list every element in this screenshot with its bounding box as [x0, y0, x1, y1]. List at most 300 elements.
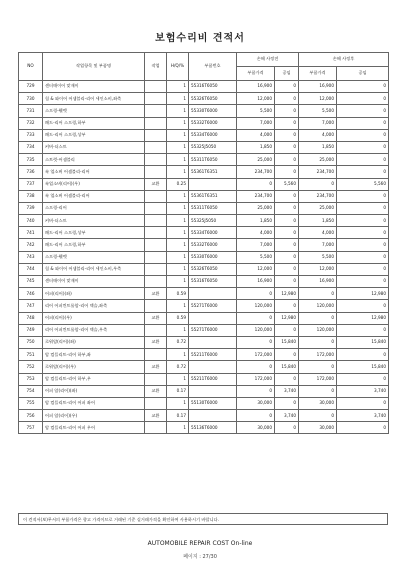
table-row	[19, 227, 389, 239]
row-no: 735	[19, 154, 43, 166]
row-no: 754	[19, 385, 43, 397]
row-part-price-after: 5,500	[299, 251, 337, 263]
row-item-name: 센터매이어 맞재이	[43, 276, 145, 288]
row-part-price-after: 172,000	[299, 349, 337, 361]
row-item-name: 어퍼 암(리어)(우)	[43, 410, 145, 422]
row-part-no: 55326T6050	[189, 263, 237, 275]
row-no: 743	[19, 251, 43, 263]
row-labor-after: 0	[337, 129, 389, 141]
row-work: 교환	[145, 336, 167, 348]
row-no: 741	[19, 227, 43, 239]
row-item-name: 암 컴플리트-리어 어퍼 우어	[43, 422, 145, 434]
row-item-name: 어퍼(리어)(우)	[43, 312, 145, 324]
row-work	[145, 349, 167, 361]
row-part-price-before: 4,000	[237, 129, 275, 141]
row-item-name: 패드-리어 스프링,하부	[43, 117, 145, 129]
row-qty: 1	[167, 324, 189, 336]
table-row	[19, 81, 389, 93]
row-part-price-before: 7,000	[237, 239, 275, 251]
row-part-price-before: 1,850	[237, 141, 275, 153]
row-labor-before: 0	[275, 276, 299, 288]
row-no: 752	[19, 361, 43, 373]
table-row	[19, 349, 389, 361]
row-part-price-after: 0	[299, 385, 337, 397]
row-labor-before: 0	[275, 349, 299, 361]
row-labor-after: 0	[337, 105, 389, 117]
row-qty: 1	[167, 251, 189, 263]
row-item-name: 로워암(리어)(좌)	[43, 336, 145, 348]
row-part-price-before: 120,000	[237, 300, 275, 312]
table-row	[19, 312, 389, 324]
row-part-price-after: 1,850	[299, 141, 337, 153]
row-labor-after: 0	[337, 422, 389, 434]
table-row	[19, 324, 389, 336]
row-qty: 1	[167, 373, 189, 385]
row-no: 736	[19, 166, 43, 178]
row-part-no: 55316T6050	[189, 81, 237, 93]
row-labor-after: 15,840	[337, 361, 389, 373]
row-part-no: 55136T6000	[189, 422, 237, 434]
row-labor-after: 12,980	[337, 288, 389, 300]
row-part-price-before: 172,000	[237, 349, 275, 361]
table-row	[19, 93, 389, 105]
row-labor-before: 0	[275, 239, 299, 251]
row-work	[145, 373, 167, 385]
row-part-price-after: 30,000	[299, 422, 337, 434]
row-part-price-before: 0	[237, 410, 275, 422]
row-part-no	[189, 336, 237, 348]
header-work: 작업	[145, 53, 167, 81]
row-labor-before: 0	[275, 117, 299, 129]
row-work	[145, 105, 167, 117]
row-item-name: 어퍼(리어)(좌)	[43, 288, 145, 300]
row-labor-after: 0	[337, 190, 389, 202]
row-no: 756	[19, 410, 43, 422]
row-labor-before: 0	[275, 129, 299, 141]
row-part-price-after: 25,000	[299, 154, 337, 166]
header-part-no: 부품번호	[189, 53, 237, 81]
row-part-price-before: 25,000	[237, 154, 275, 166]
row-item-name: 패드-리어 스프링,하부	[43, 239, 145, 251]
row-part-price-after: 234,700	[299, 166, 337, 178]
row-work	[145, 422, 167, 434]
row-labor-after: 0	[337, 373, 389, 385]
row-item-name: 로워암(리어)(우)	[43, 361, 145, 373]
row-qty: 1	[167, 300, 189, 312]
row-part-no	[189, 178, 237, 190]
row-part-no: 55211T6000	[189, 349, 237, 361]
row-work: 교환	[145, 288, 167, 300]
row-qty: 0.72	[167, 361, 189, 373]
row-part-price-after: 25,000	[299, 202, 337, 214]
disclaimer-note: 이 견적서(보)무서의 부품가격은 향고 가격이므로 거래된 기준 실거래가격을 확인하여 사용하시기 바랍니다.	[18, 513, 388, 525]
row-no: 737	[19, 178, 43, 190]
table-row	[19, 190, 389, 202]
table-row	[19, 300, 389, 312]
row-part-no	[189, 288, 237, 300]
row-labor-after: 0	[337, 117, 389, 129]
row-item-name: 커버-더스트	[43, 141, 145, 153]
row-labor-before: 0	[275, 81, 299, 93]
row-work	[145, 81, 167, 93]
row-labor-after: 15,840	[337, 336, 389, 348]
row-part-price-after: 0	[299, 410, 337, 422]
row-no: 734	[19, 141, 43, 153]
row-qty: 1	[167, 227, 189, 239]
row-part-price-after: 0	[299, 178, 337, 190]
row-qty: 1	[167, 397, 189, 409]
row-item-name: 센터매이어 맞재이	[43, 81, 145, 93]
row-part-price-after: 30,000	[299, 397, 337, 409]
row-labor-before: 0	[275, 154, 299, 166]
row-part-no: 55211T6000	[189, 373, 237, 385]
row-labor-before: 0	[275, 190, 299, 202]
row-labor-before: 0	[275, 422, 299, 434]
row-labor-before: 0	[275, 251, 299, 263]
row-part-no: 55325J5050	[189, 141, 237, 153]
row-work	[145, 154, 167, 166]
row-no: 738	[19, 190, 43, 202]
row-part-price-after: 172,000	[299, 373, 337, 385]
row-item-name: 스프링-웰벳	[43, 251, 145, 263]
row-part-price-after: 5,500	[299, 105, 337, 117]
row-qty: 1	[167, 141, 189, 153]
page-number: 페이지 : 27/30	[183, 554, 217, 560]
row-part-price-after: 120,000	[299, 300, 337, 312]
row-item-name: 암 컴플리트-리어 하부,우	[43, 373, 145, 385]
row-work	[145, 202, 167, 214]
row-labor-before: 12,980	[275, 312, 299, 324]
header-part-price-after: 부품가격	[299, 67, 337, 81]
row-item-name: 쇽 업소버 어셈블리-리어	[43, 190, 145, 202]
row-item-name: 패드-리어 스프링,상부	[43, 129, 145, 141]
row-no: 757	[19, 422, 43, 434]
row-labor-after: 0	[337, 239, 389, 251]
row-labor-after: 5,560	[337, 178, 389, 190]
row-labor-before: 0	[275, 105, 299, 117]
row-labor-before: 0	[275, 324, 299, 336]
table-row	[19, 239, 389, 251]
row-labor-after: 0	[337, 202, 389, 214]
estimate-table	[18, 52, 389, 434]
row-labor-before: 0	[275, 166, 299, 178]
row-no: 730	[19, 93, 43, 105]
row-part-no: 55311T6050	[189, 154, 237, 166]
header-labor-before: 공임	[275, 67, 299, 81]
table-row	[19, 215, 389, 227]
row-labor-before: 15,840	[275, 336, 299, 348]
row-part-price-before: 12,000	[237, 93, 275, 105]
row-qty: 0.59	[167, 288, 189, 300]
row-qty: 1	[167, 202, 189, 214]
row-no: 733	[19, 129, 43, 141]
row-part-price-after: 0	[299, 336, 337, 348]
row-no: 745	[19, 276, 43, 288]
row-labor-before: 0	[275, 141, 299, 153]
row-qty: 1	[167, 349, 189, 361]
row-part-no	[189, 312, 237, 324]
row-labor-after: 0	[337, 154, 389, 166]
row-labor-after: 0	[337, 397, 389, 409]
row-labor-before: 0	[275, 263, 299, 275]
row-qty: 1	[167, 129, 189, 141]
document-title: 보험수리비 견적서	[155, 33, 245, 44]
row-no: 729	[19, 81, 43, 93]
row-no: 753	[19, 373, 43, 385]
row-no: 731	[19, 105, 43, 117]
row-item-name: 패드-리어 스프링,상부	[43, 227, 145, 239]
row-part-no	[189, 361, 237, 373]
row-no: 750	[19, 336, 43, 348]
row-qty: 1	[167, 81, 189, 93]
header-part-price-before: 부품가격	[237, 67, 275, 81]
row-qty: 1	[167, 105, 189, 117]
header-labor-after: 공임	[337, 67, 389, 81]
row-part-price-after: 4,000	[299, 129, 337, 141]
row-labor-after: 0	[337, 227, 389, 239]
row-part-price-after: 12,000	[299, 263, 337, 275]
row-part-price-before: 1,850	[237, 215, 275, 227]
row-part-price-after: 234,700	[299, 190, 337, 202]
row-qty: 1	[167, 117, 189, 129]
row-work: 교환	[145, 385, 167, 397]
row-work	[145, 141, 167, 153]
row-part-price-after: 16,900	[299, 81, 337, 93]
table-row	[19, 251, 389, 263]
row-labor-after: 0	[337, 276, 389, 288]
row-part-no	[189, 385, 237, 397]
row-qty: 1	[167, 215, 189, 227]
row-part-no: 55330T6000	[189, 105, 237, 117]
row-no: 747	[19, 300, 43, 312]
row-item-name: 힘 & 와이어 어셈블리-리어 세인소비,좌측	[43, 93, 145, 105]
row-part-no: 55326T6050	[189, 93, 237, 105]
row-part-price-after: 1,850	[299, 215, 337, 227]
row-item-name: 커버-더스트	[43, 215, 145, 227]
row-part-no: 55361T6351	[189, 190, 237, 202]
header-no: NO	[19, 53, 43, 81]
row-part-price-before: 25,000	[237, 202, 275, 214]
row-work	[145, 300, 167, 312]
row-labor-after: 3,740	[337, 410, 389, 422]
row-part-price-after: 0	[299, 361, 337, 373]
row-work	[145, 324, 167, 336]
table-row	[19, 288, 389, 300]
row-labor-before: 3,740	[275, 410, 299, 422]
footer-brand: AUTOMOBILE REPAIR COST On-line	[147, 540, 253, 547]
row-qty: 0.17	[167, 410, 189, 422]
header-before-assessment: 손해 사정전	[237, 53, 299, 67]
row-work	[145, 239, 167, 251]
row-part-price-after: 0	[299, 312, 337, 324]
header-qty: H/Q/%	[167, 53, 189, 81]
row-labor-after: 0	[337, 93, 389, 105]
row-labor-before: 0	[275, 93, 299, 105]
row-work	[145, 215, 167, 227]
row-qty: 0.59	[167, 312, 189, 324]
row-work	[145, 227, 167, 239]
row-labor-after: 0	[337, 141, 389, 153]
row-part-price-before: 16,900	[237, 81, 275, 93]
row-part-price-before: 30,000	[237, 422, 275, 434]
row-part-no: 55361T6351	[189, 166, 237, 178]
row-part-no	[189, 410, 237, 422]
row-qty: 1	[167, 276, 189, 288]
row-labor-before: 0	[275, 397, 299, 409]
table-row	[19, 202, 389, 214]
row-labor-after: 3,740	[337, 385, 389, 397]
row-part-no: 55330T6000	[189, 251, 237, 263]
row-part-price-before: 0	[237, 361, 275, 373]
table-row	[19, 336, 389, 348]
row-part-price-before: 0	[237, 178, 275, 190]
row-labor-after: 0	[337, 324, 389, 336]
row-work: 교환	[145, 410, 167, 422]
row-part-price-before: 7,000	[237, 117, 275, 129]
row-qty: 1	[167, 190, 189, 202]
row-no: 748	[19, 312, 43, 324]
table-row	[19, 178, 389, 190]
row-item-name: 어퍼 암(리어)(좌)	[43, 385, 145, 397]
header-after-assessment: 손해 사정후	[299, 53, 389, 67]
row-labor-before: 15,840	[275, 361, 299, 373]
row-part-no: 55271T6000	[189, 300, 237, 312]
table-row	[19, 410, 389, 422]
row-part-no: 55325J5050	[189, 215, 237, 227]
row-work	[145, 117, 167, 129]
row-qty: 0.25	[167, 178, 189, 190]
row-qty: 1	[167, 166, 189, 178]
row-work	[145, 190, 167, 202]
row-part-no: 55332T6000	[189, 117, 237, 129]
row-labor-after: 0	[337, 251, 389, 263]
row-labor-before: 0	[275, 215, 299, 227]
row-part-price-before: 234,700	[237, 166, 275, 178]
table-row	[19, 422, 389, 434]
row-no: 739	[19, 202, 43, 214]
table-row	[19, 361, 389, 373]
row-item-name: 암 컴플리트-리어 어퍼 좌어	[43, 397, 145, 409]
row-part-price-before: 0	[237, 385, 275, 397]
row-part-price-after: 0	[299, 288, 337, 300]
row-item-name: 힘 & 와이어 어셈블리-리어 세인소비,우측	[43, 263, 145, 275]
row-item-name: 리어 어퍼컨트롤암-리어 액슬,좌측	[43, 300, 145, 312]
header-item-name: 작업항목 및 부품명	[43, 53, 145, 81]
row-part-no: 55334T6000	[189, 227, 237, 239]
table-row	[19, 373, 389, 385]
row-labor-after: 0	[337, 81, 389, 93]
row-part-price-before: 0	[237, 288, 275, 300]
row-part-no: 55332T6000	[189, 239, 237, 251]
row-labor-before: 3,740	[275, 385, 299, 397]
row-labor-before: 0	[275, 373, 299, 385]
row-work	[145, 276, 167, 288]
row-labor-before: 5,560	[275, 178, 299, 190]
row-qty: 1	[167, 93, 189, 105]
row-work: 교환	[145, 312, 167, 324]
row-part-price-after: 12,000	[299, 93, 337, 105]
table-row	[19, 141, 389, 153]
row-work	[145, 129, 167, 141]
row-part-no: 55311T6050	[189, 202, 237, 214]
row-no: 746	[19, 288, 43, 300]
row-part-price-before: 5,500	[237, 105, 275, 117]
row-qty: 1	[167, 154, 189, 166]
row-part-price-before: 120,000	[237, 324, 275, 336]
row-labor-before: 0	[275, 227, 299, 239]
row-labor-before: 12,980	[275, 288, 299, 300]
row-part-price-before: 0	[237, 336, 275, 348]
table-row	[19, 385, 389, 397]
table-row	[19, 154, 389, 166]
row-no: 744	[19, 263, 43, 275]
row-part-no: 55316T6050	[189, 276, 237, 288]
row-part-price-after: 7,000	[299, 117, 337, 129]
row-work: 교환	[145, 178, 167, 190]
row-qty: 1	[167, 263, 189, 275]
row-qty: 1	[167, 239, 189, 251]
row-labor-after: 0	[337, 263, 389, 275]
row-work	[145, 166, 167, 178]
row-labor-after: 0	[337, 300, 389, 312]
row-no: 732	[19, 117, 43, 129]
row-no: 751	[19, 349, 43, 361]
row-item-name: 암 컴플리트-리어 하부,좌	[43, 349, 145, 361]
row-part-price-after: 120,000	[299, 324, 337, 336]
row-qty: 0.17	[167, 385, 189, 397]
row-part-price-before: 12,000	[237, 263, 275, 275]
table-row	[19, 397, 389, 409]
row-part-price-before: 172,000	[237, 373, 275, 385]
row-work	[145, 251, 167, 263]
table-row	[19, 129, 389, 141]
row-work	[145, 263, 167, 275]
row-labor-before: 0	[275, 300, 299, 312]
row-no: 755	[19, 397, 43, 409]
row-item-name: 쇽 업소버 어셈블리-리어	[43, 166, 145, 178]
row-work	[145, 93, 167, 105]
row-item-name: 스프링-리어	[43, 202, 145, 214]
row-item-name: 리어 어퍼컨트롤암-리어 액슬,우측	[43, 324, 145, 336]
row-work	[145, 397, 167, 409]
row-qty: 0.72	[167, 336, 189, 348]
row-part-price-after: 4,000	[299, 227, 337, 239]
row-labor-before: 0	[275, 202, 299, 214]
row-part-price-after: 7,000	[299, 239, 337, 251]
row-part-no: 55271T6000	[189, 324, 237, 336]
row-part-no: 55334T6000	[189, 129, 237, 141]
row-part-price-before: 0	[237, 312, 275, 324]
table-row	[19, 117, 389, 129]
row-no: 742	[19, 239, 43, 251]
row-labor-after: 0	[337, 166, 389, 178]
row-labor-after: 0	[337, 349, 389, 361]
row-no: 749	[19, 324, 43, 336]
row-item-name: 쇽업소버(리어)(우)	[43, 178, 145, 190]
row-part-no: 55130T6000	[189, 397, 237, 409]
table-row	[19, 166, 389, 178]
row-no: 740	[19, 215, 43, 227]
row-part-price-before: 4,000	[237, 227, 275, 239]
table-row	[19, 105, 389, 117]
row-item-name: 스프링-웰벳	[43, 105, 145, 117]
row-part-price-before: 5,500	[237, 251, 275, 263]
row-part-price-after: 16,900	[299, 276, 337, 288]
row-qty: 1	[167, 422, 189, 434]
row-part-price-before: 16,900	[237, 276, 275, 288]
row-part-price-before: 234,700	[237, 190, 275, 202]
row-part-price-before: 30,000	[237, 397, 275, 409]
